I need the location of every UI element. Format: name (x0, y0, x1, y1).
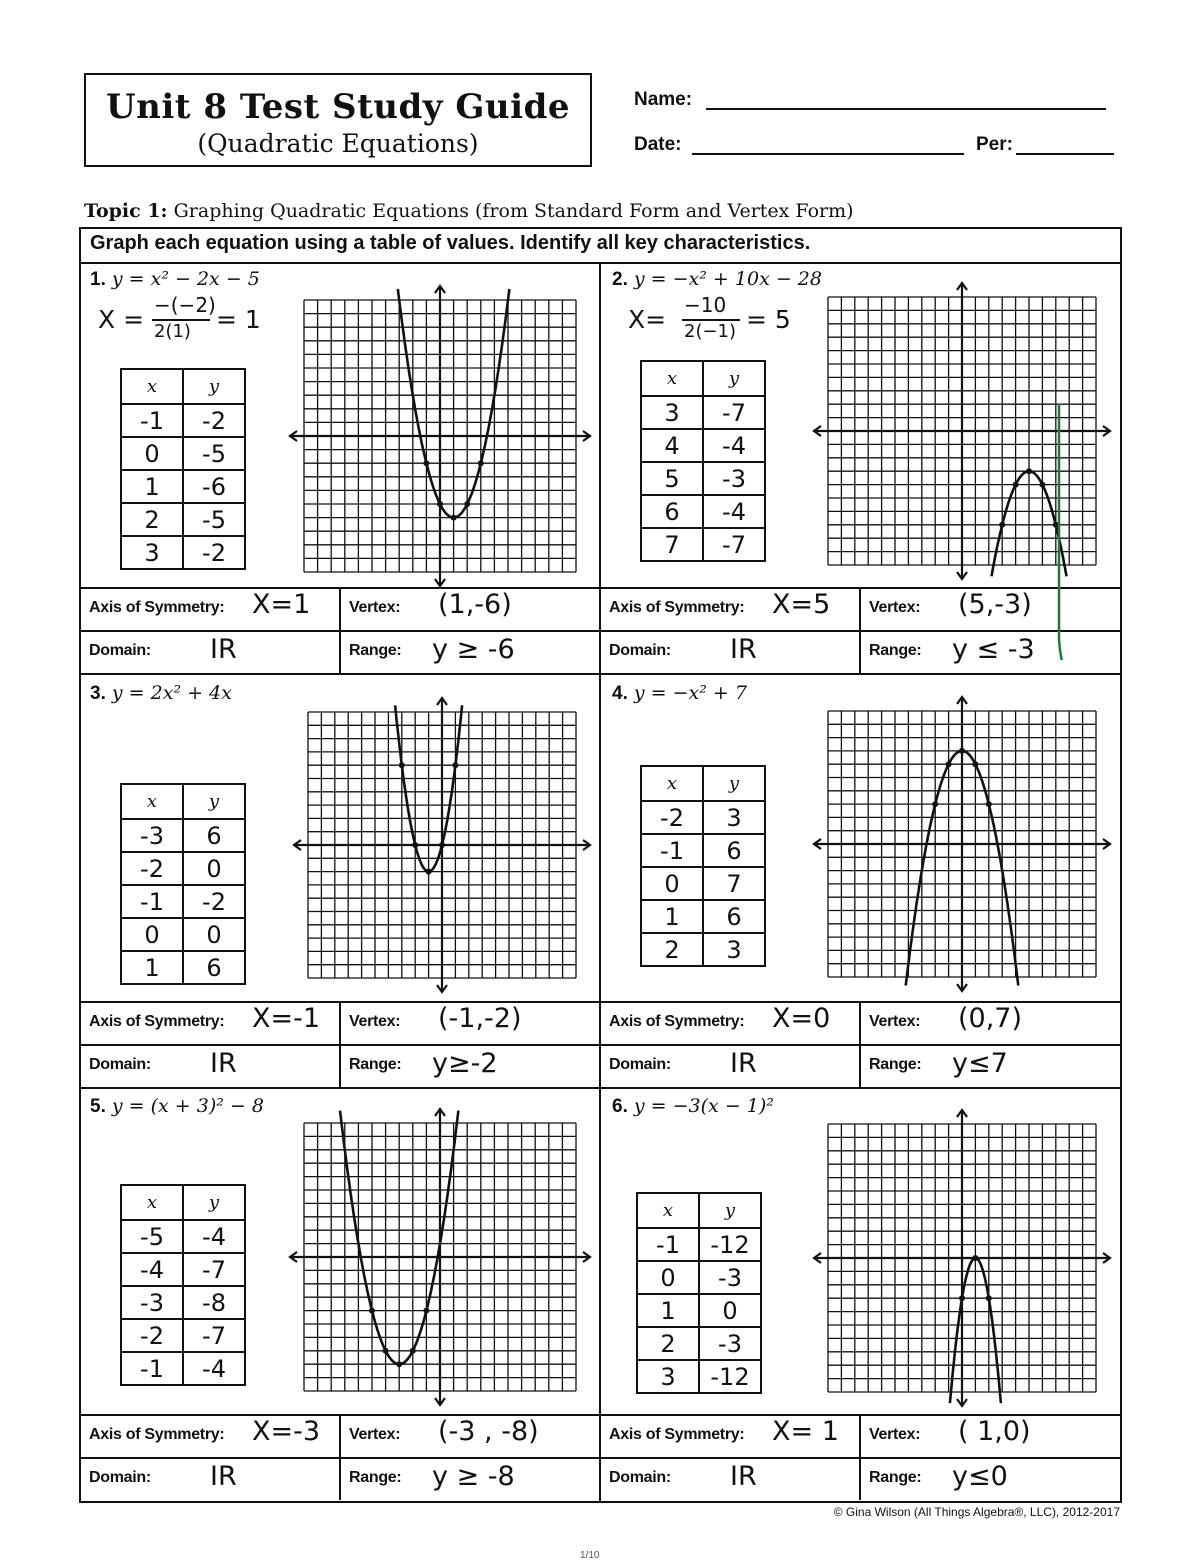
y-cell: -3 (699, 1261, 761, 1294)
table-row (641, 396, 765, 429)
plotted-point (396, 1361, 402, 1367)
domain-answer: IR (730, 634, 757, 665)
x-cell: 1 (121, 470, 183, 503)
problem-equation (90, 268, 260, 291)
problem-equation (612, 682, 747, 705)
range-answer: y≤7 (952, 1048, 1008, 1079)
plotted-point (972, 761, 978, 767)
table-header-row (121, 1185, 245, 1220)
range-label: Range: (869, 1469, 922, 1486)
plotted-point (959, 1295, 965, 1301)
table-row (121, 437, 245, 470)
table-row (637, 1261, 761, 1294)
work-denominator: 2(1) (154, 321, 191, 342)
topic-number: Topic 1: (84, 200, 168, 222)
y-cell: -2 (183, 404, 245, 437)
x-cell: 6 (641, 495, 703, 528)
table-row (637, 1360, 761, 1393)
per-line[interactable] (1016, 153, 1114, 155)
y-cell: -5 (183, 503, 245, 536)
topic-text: Graphing Quadratic Equations (from Standard Form and Vertex Form) (173, 200, 854, 222)
x-cell: -3 (121, 819, 183, 852)
vertex-label: Vertex: (869, 1013, 921, 1030)
plotted-point (464, 501, 470, 507)
problem-equation (612, 268, 822, 291)
y-header: y (703, 361, 765, 396)
plotted-point (478, 460, 484, 466)
problem-equation (612, 1095, 774, 1118)
answer-row-divider (600, 1457, 1122, 1459)
coordinate-grid (812, 1108, 1112, 1408)
x-cell: 5 (641, 462, 703, 495)
work-numerator: −10 (684, 293, 727, 317)
y-cell: 0 (183, 918, 245, 951)
problem-number: 2. (612, 269, 628, 290)
problem-number: 4. (612, 683, 628, 704)
x-cell: -5 (121, 1220, 183, 1253)
y-cell: 6 (183, 951, 245, 984)
topic-heading (84, 200, 854, 222)
range-answer: y ≥ -8 (432, 1461, 515, 1492)
date-line[interactable] (692, 153, 964, 155)
y-cell: -2 (183, 536, 245, 569)
table-row (641, 900, 765, 933)
vertex-answer: (1,-6) (438, 589, 512, 620)
value-table (120, 368, 246, 570)
problem-number: 1. (90, 269, 106, 290)
title-box (84, 73, 592, 167)
plotted-point (423, 1308, 429, 1314)
table-row (121, 951, 245, 984)
name-line[interactable] (706, 108, 1106, 110)
table-row (641, 429, 765, 462)
answer-col-divider (339, 1001, 341, 1087)
copyright: © Gina Wilson (All Things Algebra®, LLC), 2012-2017 (833, 1505, 1120, 1519)
vertex-label: Vertex: (349, 599, 401, 616)
table-row (121, 918, 245, 951)
range-label: Range: (869, 642, 922, 659)
problem-divider (600, 673, 1122, 675)
column-divider (599, 262, 601, 1502)
range-label: Range: (349, 1469, 402, 1486)
y-cell: 7 (703, 867, 765, 900)
work-lhs: X= (628, 305, 667, 334)
green-pen-stroke (1059, 404, 1080, 660)
range-label: Range: (869, 1056, 922, 1073)
date-label: Date: (634, 134, 682, 155)
y-cell: 6 (183, 819, 245, 852)
plotted-point (383, 1348, 389, 1354)
x-cell: 3 (637, 1360, 699, 1393)
work-denominator: 2(−1) (684, 321, 737, 342)
domain-label: Domain: (89, 1056, 151, 1073)
per-label: Per: (976, 134, 1013, 155)
table-row (641, 867, 765, 900)
answer-col-divider (859, 587, 861, 673)
table-row (121, 1286, 245, 1319)
answer-col-divider (339, 1414, 341, 1500)
x-cell: -2 (641, 801, 703, 834)
plotted-point (426, 869, 432, 875)
vertex-label: Vertex: (869, 599, 921, 616)
axis-answer: X=-1 (252, 1003, 321, 1034)
plotted-point (410, 1348, 416, 1354)
answer-row-divider (600, 630, 1122, 632)
domain-answer: IR (730, 1461, 757, 1492)
y-cell: -5 (183, 437, 245, 470)
y-cell: -4 (703, 429, 765, 462)
table-row (637, 1228, 761, 1261)
work-lhs: X = (98, 305, 145, 334)
y-header: y (183, 784, 245, 819)
y-cell: -2 (183, 885, 245, 918)
plotted-point (1026, 468, 1032, 474)
plotted-point (972, 1255, 978, 1261)
equation-text: y = 2x² + 4x (111, 682, 232, 704)
plotted-point (439, 842, 445, 848)
coordinate-grid (292, 696, 592, 994)
y-cell: 3 (703, 933, 765, 966)
vertex-answer: (0,7) (958, 1003, 1023, 1034)
y-cell: -4 (183, 1352, 245, 1385)
x-header: x (641, 361, 703, 396)
table-row (121, 1253, 245, 1286)
domain-answer: IR (210, 634, 237, 665)
answer-col-divider (339, 587, 341, 673)
y-cell: -12 (699, 1360, 761, 1393)
page-subtitle: (Quadratic Equations) (197, 129, 479, 158)
y-cell: -3 (699, 1327, 761, 1360)
problem-equation (90, 682, 232, 705)
coordinate-grid (288, 284, 592, 588)
vertex-label: Vertex: (349, 1426, 401, 1443)
x-cell: -1 (121, 1352, 183, 1385)
x-cell: 2 (637, 1327, 699, 1360)
domain-label: Domain: (609, 1469, 671, 1486)
table-header-row (641, 361, 765, 396)
range-answer: y≤0 (952, 1461, 1008, 1492)
y-cell: -8 (183, 1286, 245, 1319)
x-header: x (121, 1185, 183, 1220)
x-cell: 2 (121, 503, 183, 536)
y-cell: 0 (699, 1294, 761, 1327)
vertex-label: Vertex: (349, 1013, 401, 1030)
name-label: Name: (634, 89, 693, 110)
vertex-label: Vertex: (869, 1426, 921, 1443)
y-cell: -7 (703, 396, 765, 429)
vertex-answer: ( 1,0) (958, 1416, 1031, 1447)
plotted-point (369, 1308, 375, 1314)
answer-row-divider (600, 1001, 1122, 1003)
axis-label: Axis of Symmetry: (609, 1426, 745, 1443)
y-header: y (183, 1185, 245, 1220)
value-table (640, 360, 766, 562)
work-result: = 1 (216, 305, 261, 334)
instructions: Graph each equation using a table of values. Identify all key characteristics. (90, 232, 811, 254)
axis-answer: X=5 (772, 589, 831, 620)
domain-label: Domain: (609, 1056, 671, 1073)
y-cell: -3 (703, 462, 765, 495)
axis-label: Axis of Symmetry: (89, 599, 225, 616)
axis-answer: X=1 (252, 589, 311, 620)
x-cell: 1 (121, 951, 183, 984)
range-label: Range: (349, 1056, 402, 1073)
work-result: = 5 (746, 305, 791, 334)
y-cell: -7 (183, 1319, 245, 1352)
plotted-point (986, 1295, 992, 1301)
y-cell: 0 (183, 852, 245, 885)
y-cell: -12 (699, 1228, 761, 1261)
plotted-point (999, 522, 1005, 528)
table-row (121, 1352, 245, 1385)
problem-number: 6. (612, 1096, 628, 1117)
range-answer: y ≤ -3 (952, 634, 1035, 665)
plotted-point (452, 762, 458, 768)
x-cell: -3 (121, 1286, 183, 1319)
equation-text: y = (x + 3)² − 8 (111, 1095, 264, 1117)
x-cell: -1 (641, 834, 703, 867)
equation-text: y = −3(x − 1)² (633, 1095, 774, 1117)
table-row (641, 495, 765, 528)
x-cell: 1 (641, 900, 703, 933)
plotted-point (986, 801, 992, 807)
plotted-point (399, 762, 405, 768)
vertex-answer: (-3 , -8) (438, 1416, 539, 1447)
table-row (121, 536, 245, 569)
table-row (637, 1327, 761, 1360)
axis-answer: X=0 (772, 1003, 831, 1034)
x-cell: -2 (121, 852, 183, 885)
y-cell: -7 (703, 528, 765, 561)
plotted-point (1013, 482, 1019, 488)
x-cell: -1 (121, 404, 183, 437)
problem-number: 5. (90, 1096, 106, 1117)
x-cell: 1 (637, 1294, 699, 1327)
table-row (121, 503, 245, 536)
table-row (641, 528, 765, 561)
range-label: Range: (349, 642, 402, 659)
domain-label: Domain: (609, 642, 671, 659)
domain-answer: IR (730, 1048, 757, 1079)
vertex-answer: (5,-3) (958, 589, 1032, 620)
plotted-point (946, 761, 952, 767)
y-cell: 6 (703, 900, 765, 933)
answer-row-divider (600, 587, 1122, 589)
coordinate-grid (812, 695, 1112, 993)
x-cell: 2 (641, 933, 703, 966)
plotted-point (451, 515, 457, 521)
table-header-row (637, 1193, 761, 1228)
table-header-row (121, 369, 245, 404)
table-row (121, 1220, 245, 1253)
x-cell: 3 (121, 536, 183, 569)
value-table (120, 1184, 246, 1386)
table-header-row (121, 784, 245, 819)
value-table (120, 783, 246, 985)
plotted-point (423, 460, 429, 466)
answer-col-divider (859, 1414, 861, 1500)
y-header: y (703, 766, 765, 801)
table-row (121, 852, 245, 885)
x-cell: 0 (637, 1261, 699, 1294)
x-cell: 7 (641, 528, 703, 561)
x-header: x (121, 369, 183, 404)
equation-text: y = −x² + 10x − 28 (633, 268, 822, 290)
value-table (636, 1192, 762, 1394)
y-header: y (183, 369, 245, 404)
page-title: Unit 8 Test Study Guide (106, 87, 570, 127)
problem-divider (80, 673, 600, 675)
work-numerator: −(−2) (154, 293, 216, 317)
table-row (121, 470, 245, 503)
coordinate-grid (288, 1107, 592, 1407)
x-cell: -2 (121, 1319, 183, 1352)
axis-label: Axis of Symmetry: (89, 1013, 225, 1030)
vertex-answer: (-1,-2) (438, 1003, 522, 1034)
green-pen-mark (1050, 340, 1090, 660)
x-header: x (641, 766, 703, 801)
plotted-point (959, 748, 965, 754)
plotted-point (412, 842, 418, 848)
table-row (641, 462, 765, 495)
axis-label: Axis of Symmetry: (609, 599, 745, 616)
y-cell: 3 (703, 801, 765, 834)
x-cell: -4 (121, 1253, 183, 1286)
problem-equation (90, 1095, 264, 1118)
answer-row-divider (600, 1414, 1122, 1416)
axis-label: Axis of Symmetry: (89, 1426, 225, 1443)
answer-row-divider (600, 1044, 1122, 1046)
plotted-point (1039, 482, 1045, 488)
table-row (121, 819, 245, 852)
y-cell: -4 (183, 1220, 245, 1253)
x-cell: 4 (641, 429, 703, 462)
x-header: x (637, 1193, 699, 1228)
table-row (121, 1319, 245, 1352)
table-row (121, 404, 245, 437)
equation-text: y = x² − 2x − 5 (111, 268, 260, 290)
range-answer: y≥-2 (432, 1048, 498, 1079)
domain-label: Domain: (89, 1469, 151, 1486)
domain-answer: IR (210, 1048, 237, 1079)
plotted-point (932, 801, 938, 807)
x-cell: -1 (121, 885, 183, 918)
axis-label: Axis of Symmetry: (609, 1013, 745, 1030)
page-number: 1/10 (580, 1550, 600, 1561)
x-cell: 0 (641, 867, 703, 900)
table-row (641, 801, 765, 834)
table-row (641, 933, 765, 966)
table-header-row (641, 766, 765, 801)
problem-number: 3. (90, 683, 106, 704)
table-row (121, 885, 245, 918)
y-cell: -6 (183, 470, 245, 503)
problem-divider (600, 1087, 1122, 1089)
instr-divider (80, 262, 1122, 264)
x-cell: 0 (121, 918, 183, 951)
x-header: x (121, 784, 183, 819)
value-table (640, 765, 766, 967)
plotted-point (437, 501, 443, 507)
table-row (637, 1294, 761, 1327)
domain-answer: IR (210, 1461, 237, 1492)
x-cell: -1 (637, 1228, 699, 1261)
y-cell: -4 (703, 495, 765, 528)
y-cell: 6 (703, 834, 765, 867)
axis-answer: X=-3 (252, 1416, 321, 1447)
range-answer: y ≥ -6 (432, 634, 515, 665)
axis-answer: X= 1 (772, 1416, 839, 1447)
answer-col-divider (859, 1001, 861, 1087)
x-cell: 3 (641, 396, 703, 429)
y-header: y (699, 1193, 761, 1228)
domain-label: Domain: (89, 642, 151, 659)
y-cell: -7 (183, 1253, 245, 1286)
problem-divider (80, 1087, 600, 1089)
equation-text: y = −x² + 7 (633, 682, 747, 704)
x-cell: 0 (121, 437, 183, 470)
table-row (641, 834, 765, 867)
